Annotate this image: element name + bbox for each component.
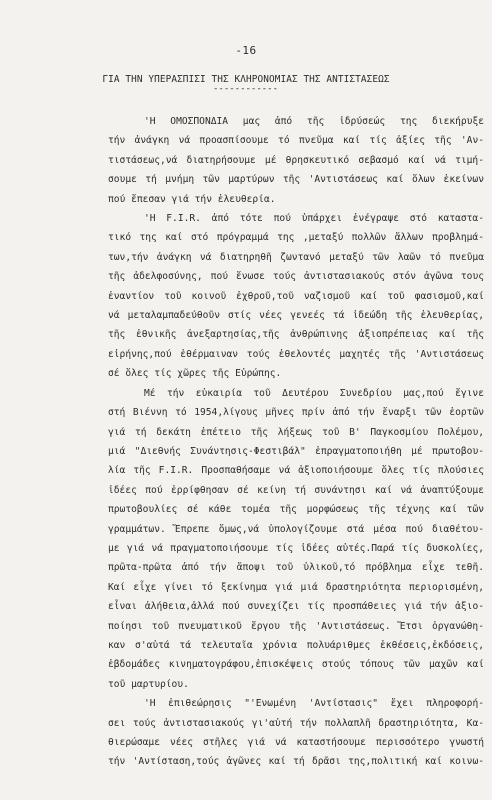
- text-line: στή Βιέννη τό 1954,λίγους μῆνες πρίν ἀπό τήν ἔναρξι τῶν ἑορτῶν: [108, 407, 484, 419]
- text-line: τῆς ἐθνικῆς ἀνεξαρτησίας,τῆς ἀνθρώπινης ἀξιοπρέπειας καί τῆς: [108, 329, 484, 341]
- text-line: με γιά νά πραγματοποιήσουμε τίς ἰδέες αὐτές.Παρά τίς δυσκολίες,: [108, 542, 484, 554]
- text-line: γιά τή δεκάτη ἐπέτειο τῆς λήξεως τοῦ Β' Παγκοσμίου Πολέμου,: [108, 426, 484, 438]
- text-line: εἰρήνης,πού ἐθέρμαιναν τούς ἐθελοντές μαχητές τῆς 'Αντιστάσεως: [108, 348, 484, 360]
- text-line: τιστάσεως,νά διατηρήσουμε μέ θρησκευτικό σεβασμό καί νά τιμή-: [108, 154, 484, 166]
- text-line: καν σ'αὐτά τά τελευταῖα χρόνια πολυάριθμες ἐκθέσεις,ἐκδόσεις,: [108, 639, 484, 651]
- text-line: μιά "Διεθνής Συνάντησις-Φεστιβάλ" ἐπραγματοποιήθη μέ πρωτοβου-: [108, 445, 484, 457]
- document-title: ΓΙΑ ΤΗΝ ΥΠΕΡΑΣΠΙΣΙ ΤΗΣ ΚΛΗΡΟΝΟΜΙΑΣ ΤΗΣ ΑΝΤΙΣΤΑΣΕΩΣ: [102, 74, 390, 85]
- text-line: ἰδέες πού ἐρρίφθησαν σέ κείνη τή συνάντησι καί νά ἀναπτύξουμε: [108, 484, 484, 496]
- text-line: 'Η ΟΜΟΣΠΟΝΔΙΑ μας ἀπό τῆς ἱδρύσεώς της διεκήρυξε: [144, 116, 484, 127]
- text-line: πρωτοβουλίες σέ κάθε τομέα τῆς μορφώσεως τῆς τέχνης καί τῶν: [108, 504, 484, 516]
- text-line: νά μεταλαμπαδεύθοῦν στίς νέες γενεές τά ἰδεώδη τῆς ἐλευθερίας,: [108, 310, 484, 322]
- document-body: [108, 112, 484, 772]
- text-line: Καί εἶχε γίνει τό ξεκίνημα γιά μιά δραστηριότητα περιορισμένη,: [108, 581, 484, 593]
- text-line: τοῦ μαρτυρίου.: [108, 678, 189, 690]
- text-line: ποίησι τοῦ πνευματικοῦ ἔργου τῆς 'Αντιστάσεως. Ἔτσι ὀργανώθη-: [108, 620, 484, 632]
- title-underline: ------------: [213, 84, 279, 94]
- text-line: σέ ὅλες τίς χῶρες τῆς Εὐρώπης.: [108, 368, 282, 380]
- text-line: θιερώσαμε νέες στῆλες γιά νά καταστήσουμε περισσότερο γνωστή: [108, 737, 484, 748]
- text-line: τῆς ἀδελφοσύνης, πού ἕνωσε τούς ἀντιστασιακούς στόν ἀγῶνα τους: [108, 271, 484, 283]
- text-line: σουμε τή μνήμη τῶν μαρτύρων τῆς 'Αντιστάσεως καί ὅλων ἐκείνων: [108, 174, 484, 186]
- text-line: γραμμάτων. Ἔπρεπε ὅμως,νά ὑπολογίζουμε στά μέσα πού διαθέτου-: [108, 523, 484, 535]
- text-line: λία τῆς F.I.R. Προσπαθήσαμε νά ἀξιοποιήσουμε ὅλες τίς πλούσιες: [108, 465, 484, 477]
- page-number: -16: [235, 44, 257, 57]
- text-line: 'Η F.I.R. ἀπό τότε πού ὑπάρχει ἐνέγραψε στό καταστα-: [144, 213, 484, 225]
- text-line: σει τούς ἀντιστασιακούς γι'αὐτή τήν πολλαπλῆ δραστηριότητα, Κα-: [108, 717, 484, 729]
- text-line: ἑβδομάδες κινηματογράφου,ἐπισκέψεις στούς τόπους τῶν μαχῶν καί: [108, 659, 484, 671]
- text-line: Μέ τήν εὐκαιρία τοῦ Δευτέρου Συνεδρίου μας,πού ἔγινε: [144, 387, 484, 399]
- text-line: πρῶτα-πρῶτα ἀπό τήν ἄποψι τοῦ ὑλικοῦ,τό πρόβλημα εἶχε τεθῆ.: [108, 562, 484, 574]
- text-line: τήν ἀνάγκη νά προασπίσουμε τό πνεῦμα καί τίς ἀξίες τῆς 'Αν-: [108, 135, 484, 147]
- text-line: εἶναι ἀλήθεια,ἀλλά πού συνεχίζει τίς προσπάθειες γιά τήν ἀξιο-: [108, 601, 484, 613]
- text-line: τήν 'Αντίσταση,τούς ἀγῶνες καί τή δρᾶσι της,πολιτική καί κοινω-: [108, 756, 484, 768]
- text-line: πού ἔπεσαν γιά τήν ἐλευθερία.: [108, 193, 276, 205]
- text-line: των,τήν ἀνάγκη νά διατηρηθῆ ζωντανό μεταξύ τῶν λαῶν τό πνεῦμα: [108, 251, 484, 263]
- text-line: τικό της καί στό πρόγραμμά της ,μεταξύ πολλῶν ἄλλων προβλημά-: [108, 232, 484, 244]
- text-line: ἐναντίον τοῦ κοινοῦ ἐχθροῦ,τοῦ ναζισμοῦ καί τοῦ φασισμοῦ,καί: [108, 290, 484, 302]
- text-line: 'Η ἐπιθεώρησις "'Ενωμένη 'Αντίστασις" ἔχει πληροφορή-: [144, 698, 484, 710]
